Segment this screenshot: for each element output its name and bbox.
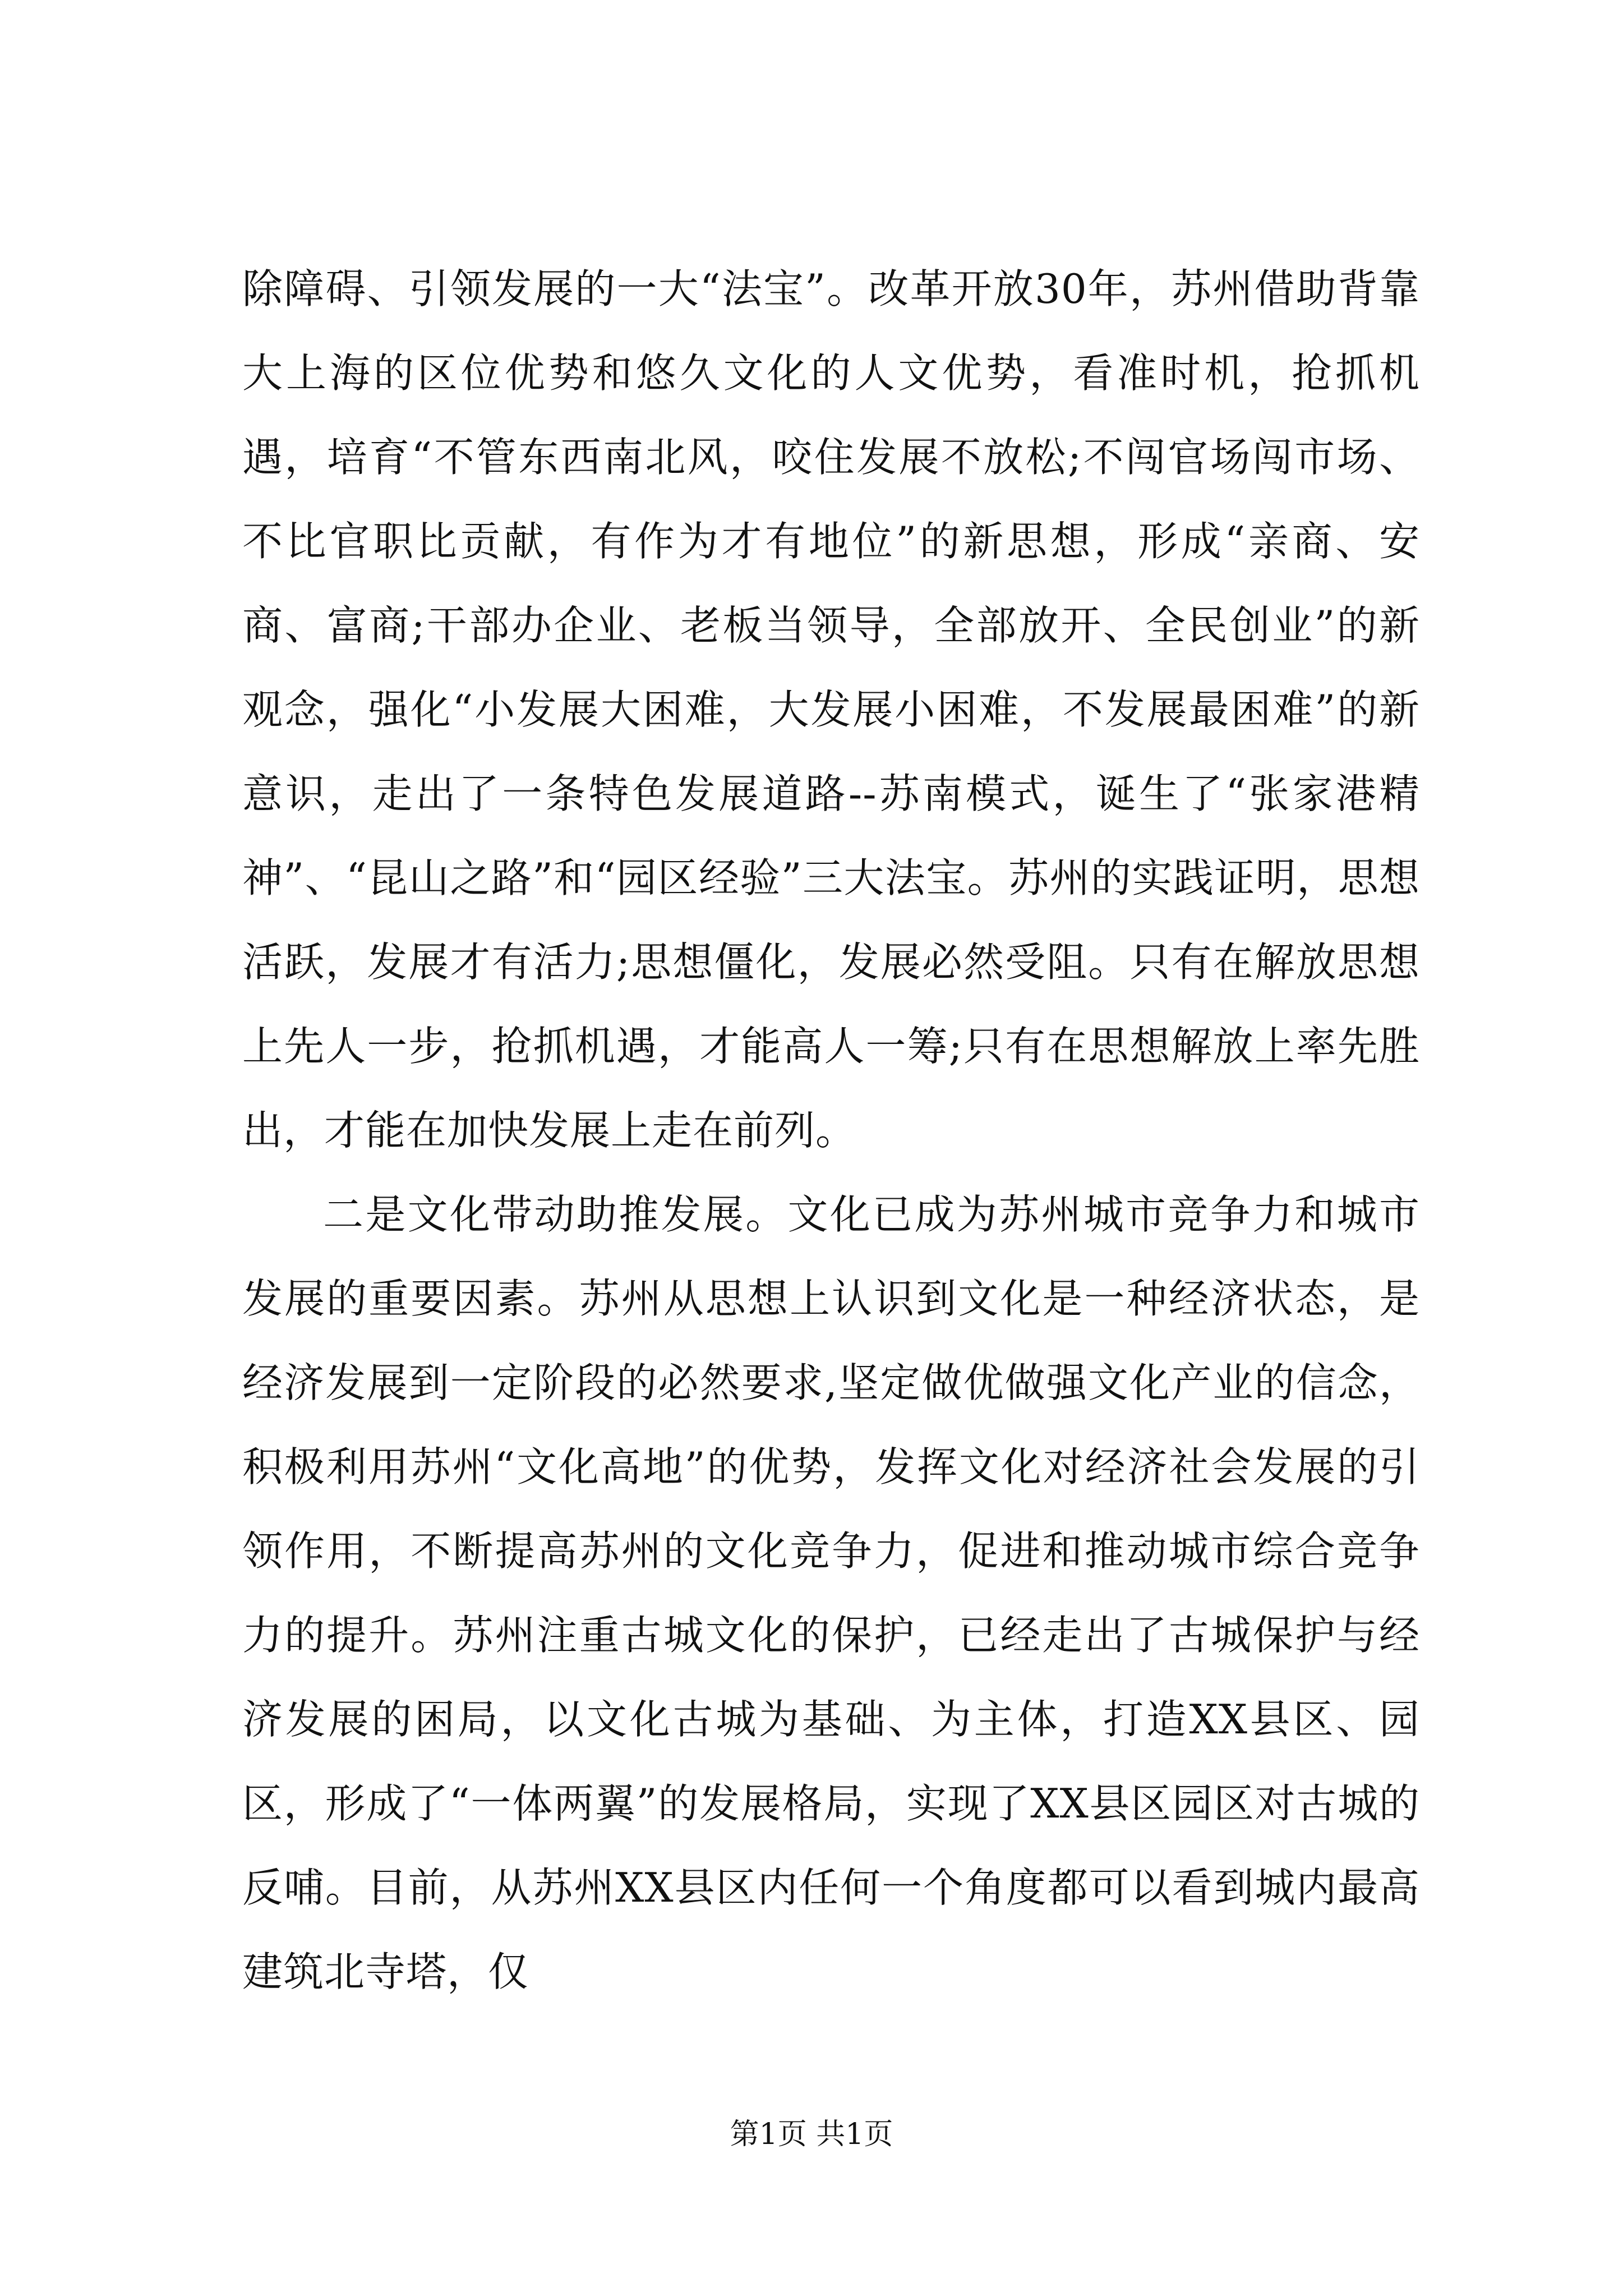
document-body [242,247,1420,2014]
page-footer: 第1页 共1页 [730,2118,893,2151]
paragraph-continued: 除障碍、引领发展的一大“法宝”。改革开放30年，苏州借助背靠大上海的区位优势和悠久文化的人文优势，看准时机，抢抓机遇，培育“不管东西南北风，咬住发展不放松;不闯官场闯市场、不比官职比贡献，有作为才有地位”的新思想，形成“亲商、安商、富商;干部办企业、老板当领导，全部放开、全民创业”的新观念，强化“小发展大困难，大发展小困难，不发展最困难”的新意识，走出了一条特色发展道路--苏南模式，诞生了“张家港精神”、“昆山之路”和“园区经验”三大法宝。苏州的实践证明，思想活跃，发展才有活力;思想僵化，发展必然受阻。只有在解放思想上先人一步，抢抓机遇，才能高人一筹;只有在思想解放上率先胜出，才能在加快发展上走在前列。 [242,265,1420,1154]
paragraph-culture: 二是文化带动助推发展。文化已成为苏州城市竞争力和城市发展的重要因素。苏州从思想上认识到文化是一种经济状态，是经济发展到一定阶段的必然要求,坚定做优做强文化产业的信念，积极利用苏州“文化高地”的优势，发挥文化对经济社会发展的引领作用，不断提高苏州的文化竞争力，促进和推动城市综合竞争力的提升。苏州注重古城文化的保护，已经走出了古城保护与经济发展的困局，以文化古城为基础、为主体，打造XX县区、园区，形成了“一体两翼”的发展格局，实现了XX县区园区对古城的反哺。目前，从苏州XX县区内任何一个角度都可以看到城内最高建筑北寺塔，仅 [242,1191,1420,1995]
